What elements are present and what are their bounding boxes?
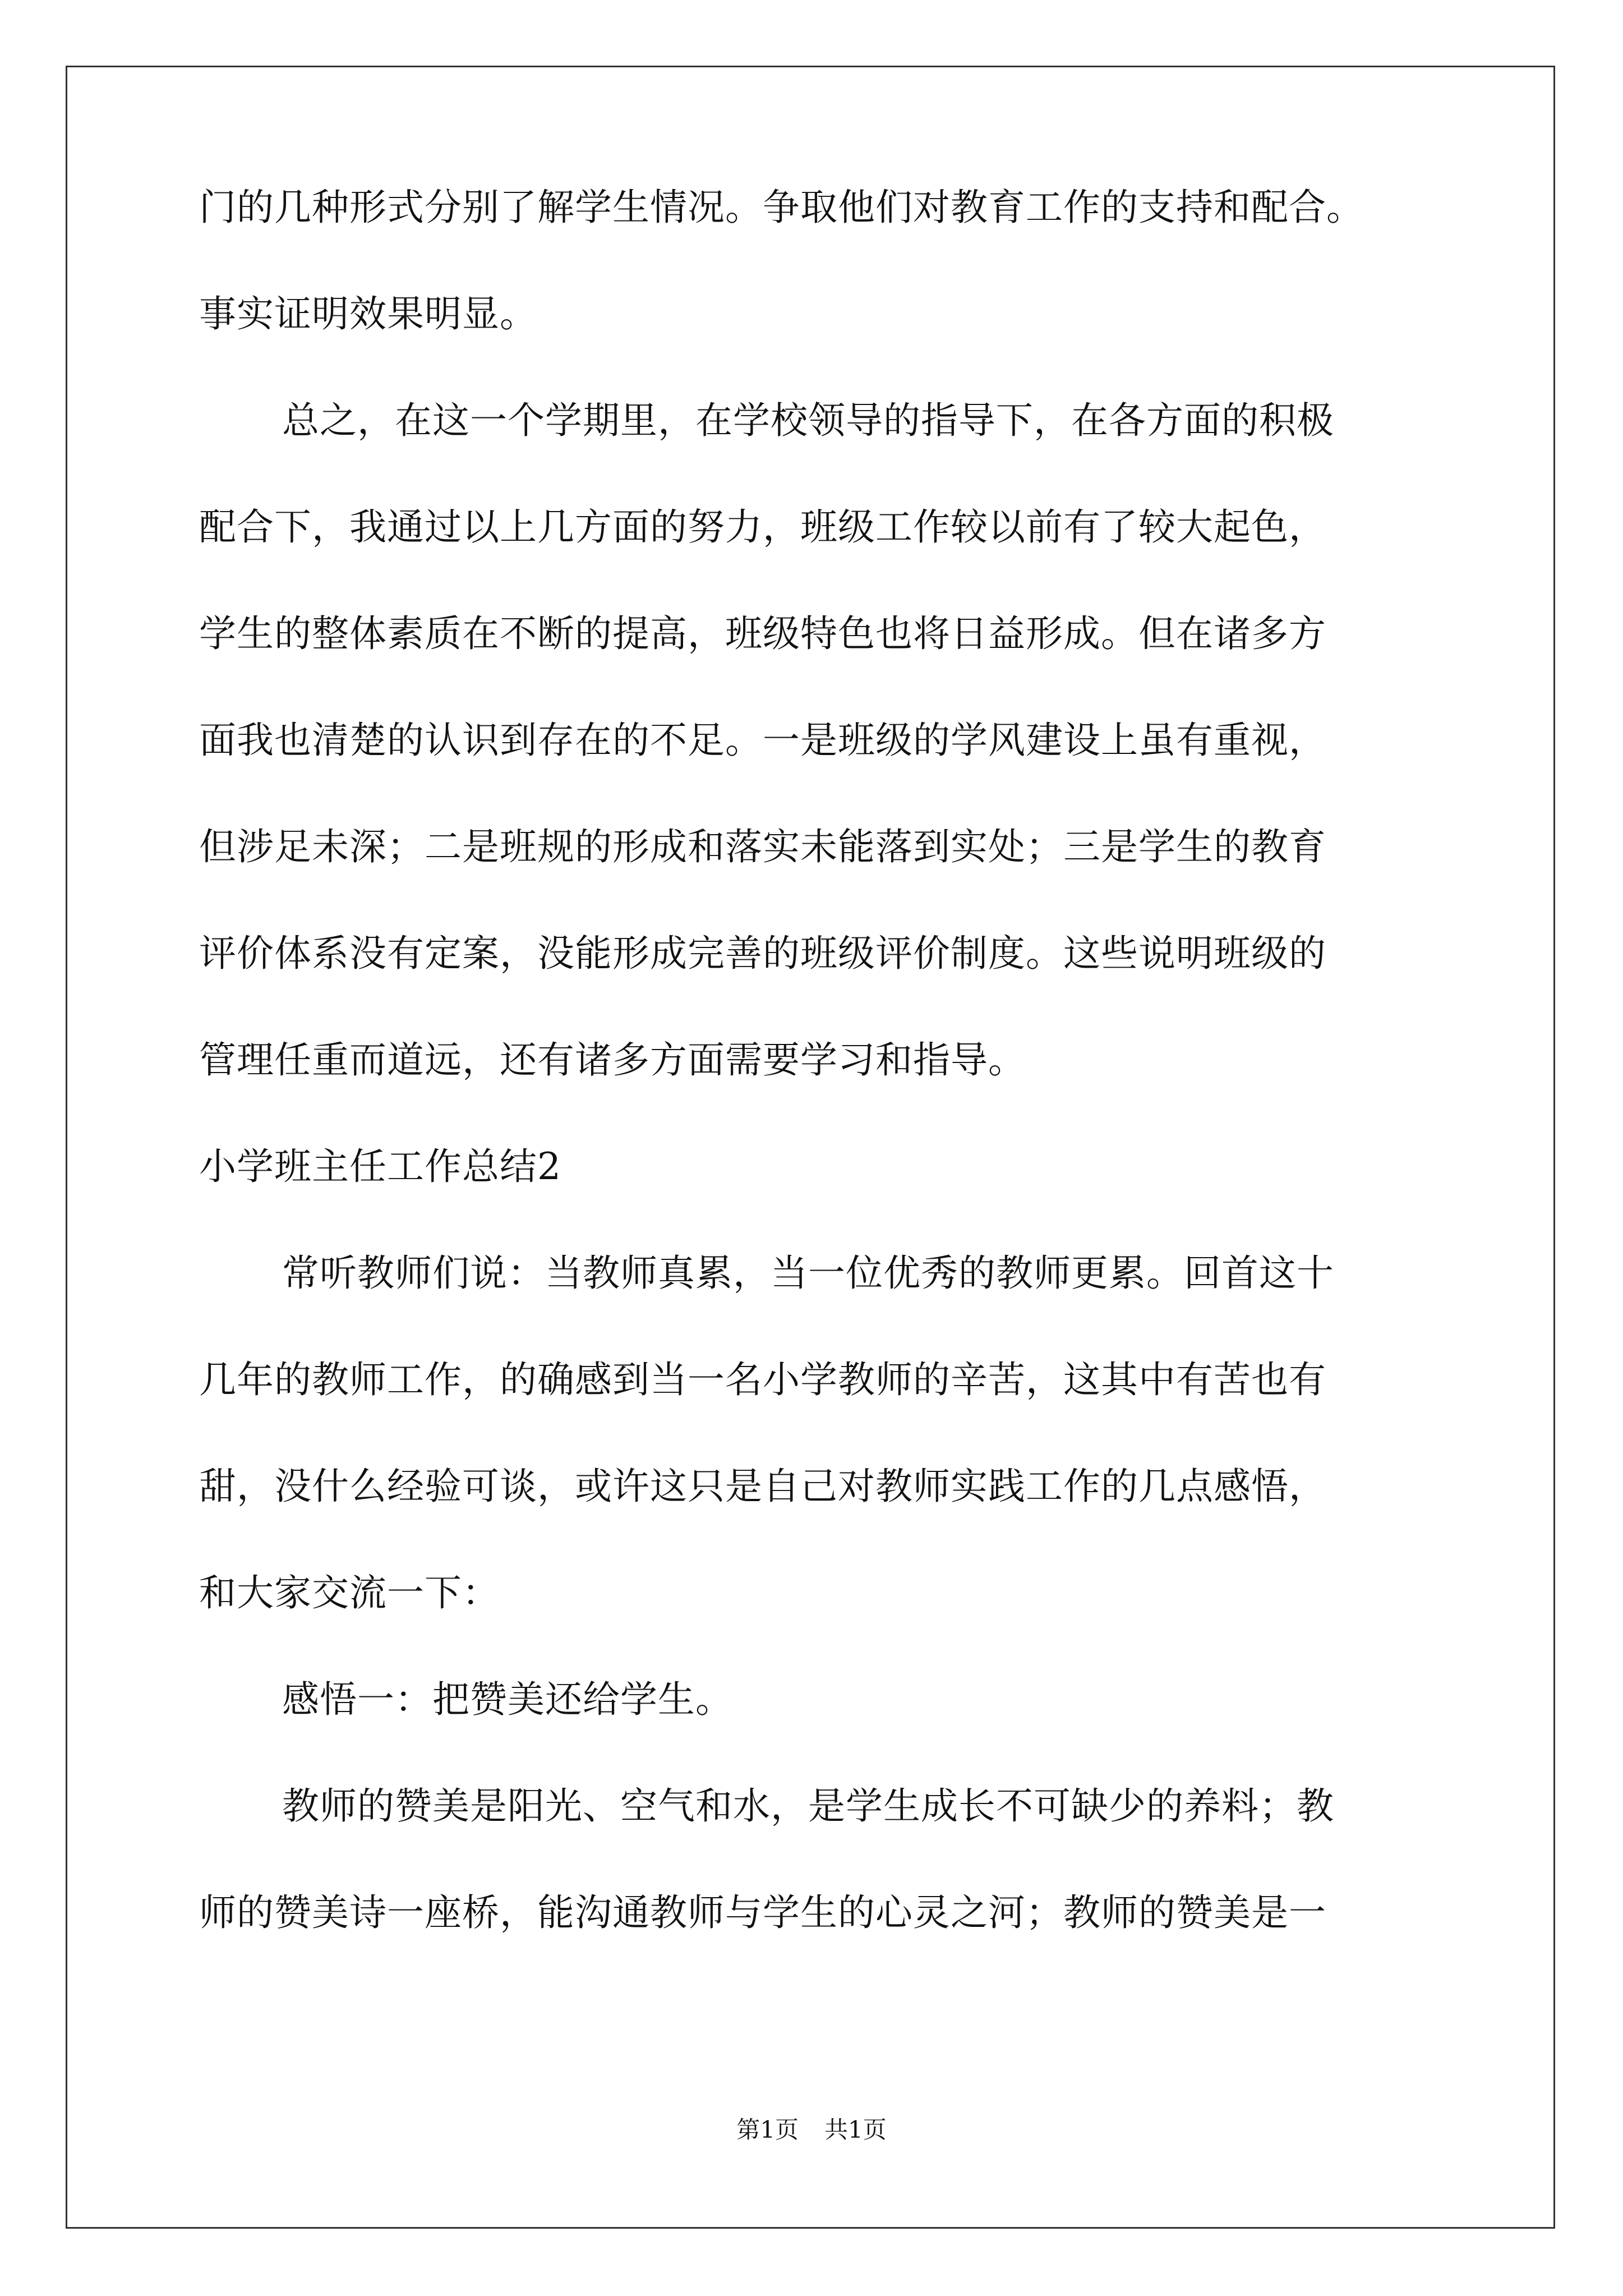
text-line: 但涉足未深；二是班规的形成和落实未能落到实处；三是学生的教育 bbox=[199, 825, 1326, 868]
paragraph-start: 常听教师们说：当教师真累，当一位优秀的教师更累。回首这十 bbox=[282, 1251, 1334, 1295]
text-line: 几年的教师工作，的确感到当一名小学教师的辛苦，这其中有苦也有 bbox=[199, 1358, 1326, 1401]
text-line: 评价体系没有定案，没能形成完善的班级评价制度。这些说明班级的 bbox=[199, 932, 1326, 975]
paragraph-start: 教师的赞美是阳光、空气和水，是学生成长不可缺少的养料；教 bbox=[282, 1784, 1334, 1828]
text-line: 配合下，我通过以上几方面的努力，班级工作较以前有了较大起色， bbox=[199, 505, 1326, 549]
text-line: 学生的整体素质在不断的提高，班级特色也将日益形成。但在诸多方 bbox=[199, 612, 1326, 655]
paragraph-start: 感悟一：把赞美还给学生。 bbox=[282, 1678, 733, 1721]
text-line: 管理任重而道远，还有诸多方面需要学习和指导。 bbox=[199, 1038, 1026, 1082]
text-line: 门的几种形式分别了解学生情况。争取他们对教育工作的支持和配合。 bbox=[199, 186, 1364, 229]
text-line: 事实证明效果明显。 bbox=[199, 292, 537, 335]
page-footer bbox=[0, 2116, 1623, 2144]
text-line: 和大家交流一下： bbox=[199, 1571, 500, 1614]
text-line: 师的赞美诗一座桥，能沟通教师与学生的心灵之河；教师的赞美是一 bbox=[199, 1891, 1326, 1934]
text-line: 甜，没什么经验可谈，或许这只是自己对教师实践工作的几点感悟， bbox=[199, 1465, 1326, 1508]
page-total: 共1页 bbox=[824, 2116, 887, 2143]
page-number: 第1页 bbox=[736, 2116, 799, 2143]
paragraph-start: 总之，在这一个学期里，在学校领导的指导下，在各方面的积极 bbox=[282, 399, 1334, 442]
section-heading: 小学班主任工作总结2 bbox=[199, 1145, 561, 1188]
text-line: 面我也清楚的认识到存在的不足。一是班级的学风建设上虽有重视， bbox=[199, 719, 1326, 762]
